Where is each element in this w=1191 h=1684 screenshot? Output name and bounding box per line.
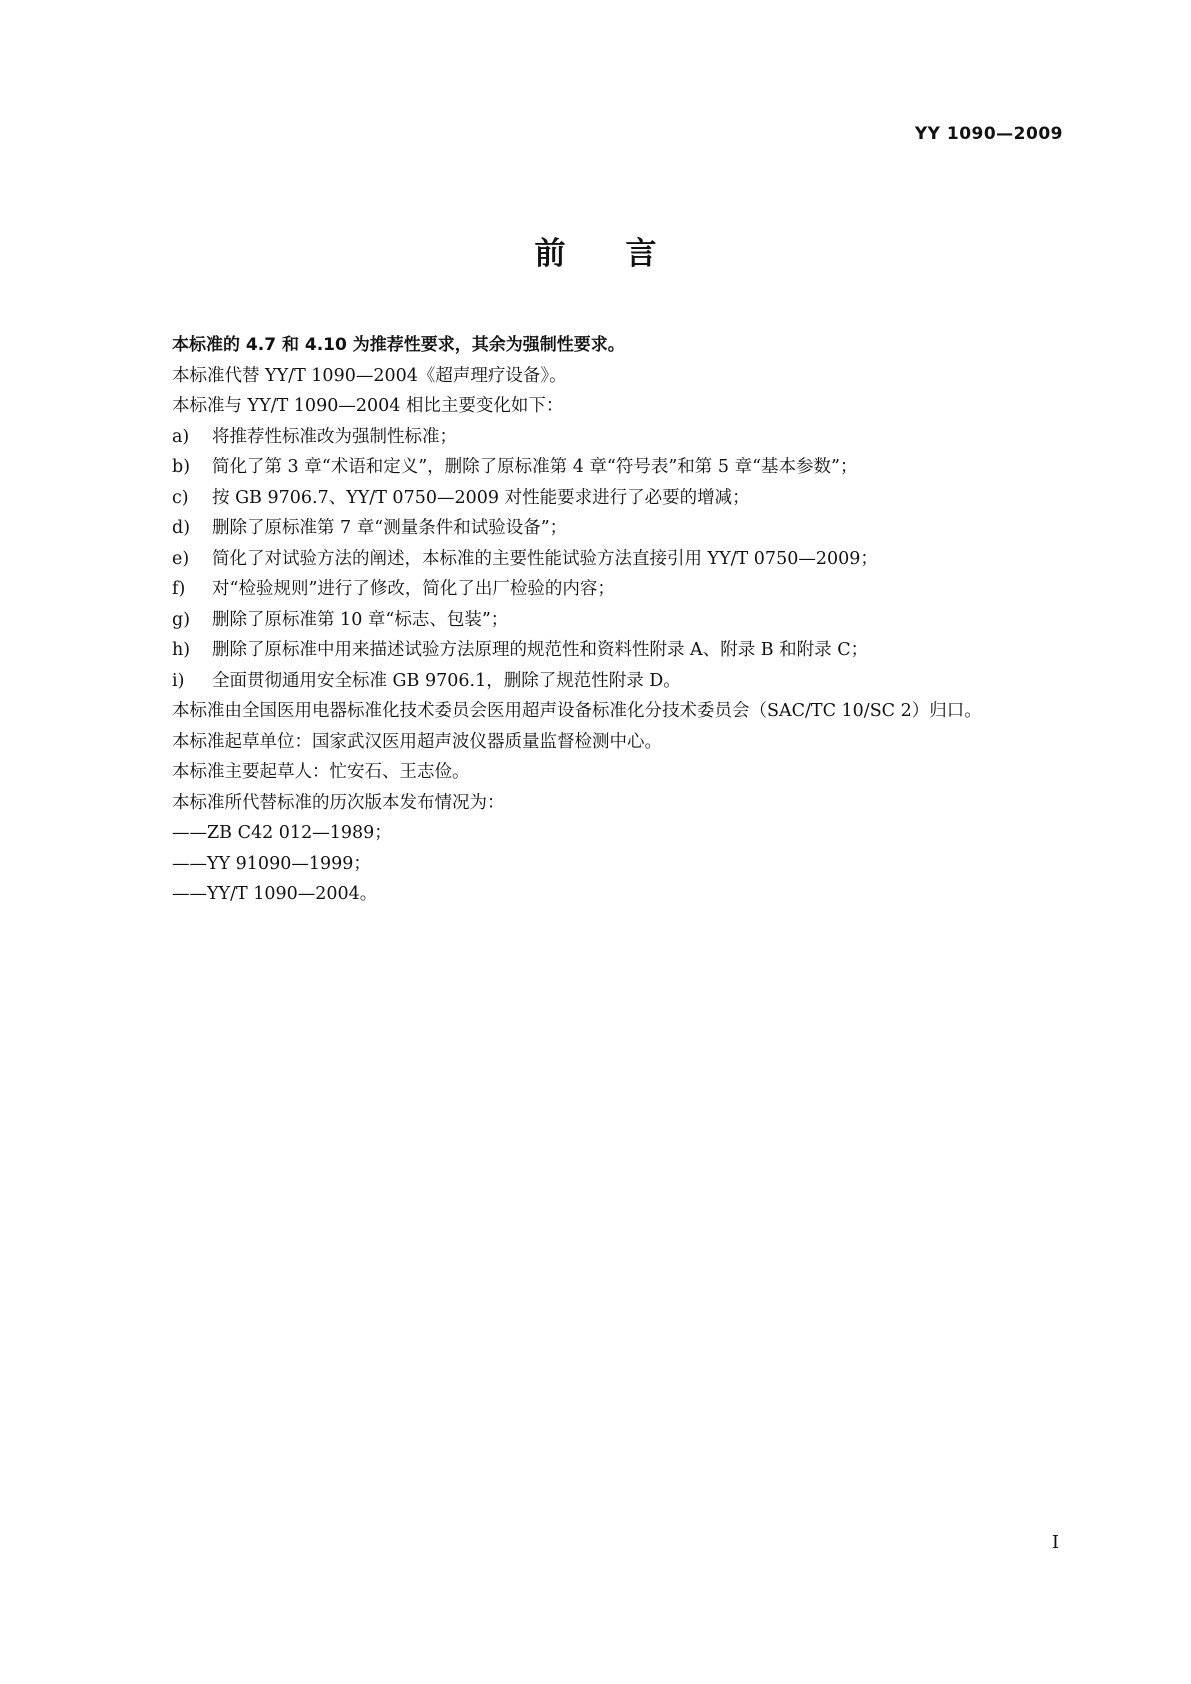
changes-list	[128, 422, 1063, 697]
list-item	[128, 422, 1063, 453]
list-marker: c)	[172, 487, 189, 508]
paragraph-requirements: 本标准的 4.7 和 4.10 为推荐性要求，其余为强制性要求。	[172, 335, 625, 355]
list-item-text: 简化了第 3 章“术语和定义”，删除了原标准第 4 章“符号表”和第 5 章“基本参数”；	[212, 457, 858, 477]
list-item	[128, 452, 1063, 483]
list-item-text: 按 GB 9706.7、YY/T 0750—2009 对性能要求进行了必要的增减；	[212, 487, 750, 508]
list-marker: i)	[172, 670, 185, 691]
list-item-text: 将推荐性标准改为强制性标准；	[212, 426, 457, 447]
list-marker: e)	[172, 548, 190, 569]
paragraph-responsible-committee: 本标准由全国医用电器标准化技术委员会医用超声设备标准化分技术委员会（SAC/TC 10/SC 2）归口。	[172, 701, 982, 721]
list-item	[128, 574, 1063, 605]
paragraph-drafters: 本标准主要起草人：忙安石、王志俭。	[172, 762, 470, 782]
list-marker: h)	[172, 640, 191, 660]
list-marker: a)	[172, 426, 190, 447]
paragraph-drafting-unit: 本标准起草单位：国家武汉医用超声波仪器质量监督检测中心。	[172, 731, 662, 752]
paragraph-changes-intro: 本标准与 YY/T 1090—2004 相比主要变化如下：	[172, 396, 564, 416]
list-item	[128, 544, 1063, 575]
paragraph-history-intro: 本标准所代替标准的历次版本发布情况为：	[172, 792, 505, 813]
list-item-text: 删除了原标准第 10 章“标志、包装”；	[212, 609, 509, 630]
history-item: ——YY/T 1090—2004。	[172, 884, 378, 904]
page-number: I	[1051, 1532, 1059, 1553]
version-history-list	[128, 818, 1063, 910]
list-marker: b)	[172, 457, 191, 477]
list-item	[128, 635, 1063, 666]
history-item: ——YY 91090—1999；	[172, 853, 371, 874]
list-item-text: 简化了对试验方法的阐述，本标准的主要性能试验方法直接引用 YY/T 0750—2009；	[212, 548, 878, 569]
history-item: ——ZB C42 012—1989；	[172, 823, 392, 843]
list-item	[128, 666, 1063, 697]
list-marker: d)	[172, 518, 191, 538]
paragraph-replaces: 本标准代替 YY/T 1090—2004《超声理疗设备》。	[172, 365, 567, 386]
list-item-text: 删除了原标准第 7 章“测量条件和试验设备”；	[212, 518, 568, 538]
foreword-body	[128, 330, 1063, 910]
list-marker: f)	[172, 579, 186, 599]
list-item	[128, 605, 1063, 636]
list-item	[128, 513, 1063, 544]
list-item-text: 全面贯彻通用安全标准 GB 9706.1，删除了规范性附录 D。	[212, 670, 681, 691]
list-marker: g)	[172, 609, 191, 630]
list-item-text: 对“检验规则”进行了修改，简化了出厂检验的内容；	[212, 579, 615, 599]
list-item	[128, 483, 1063, 514]
page-title: 前言	[534, 236, 717, 272]
list-item-text: 删除了原标准中用来描述试验方法原理的规范性和资料性附录 A、附录 B 和附录 C；	[212, 640, 869, 660]
document-code: YY 1090—2009	[914, 124, 1063, 144]
